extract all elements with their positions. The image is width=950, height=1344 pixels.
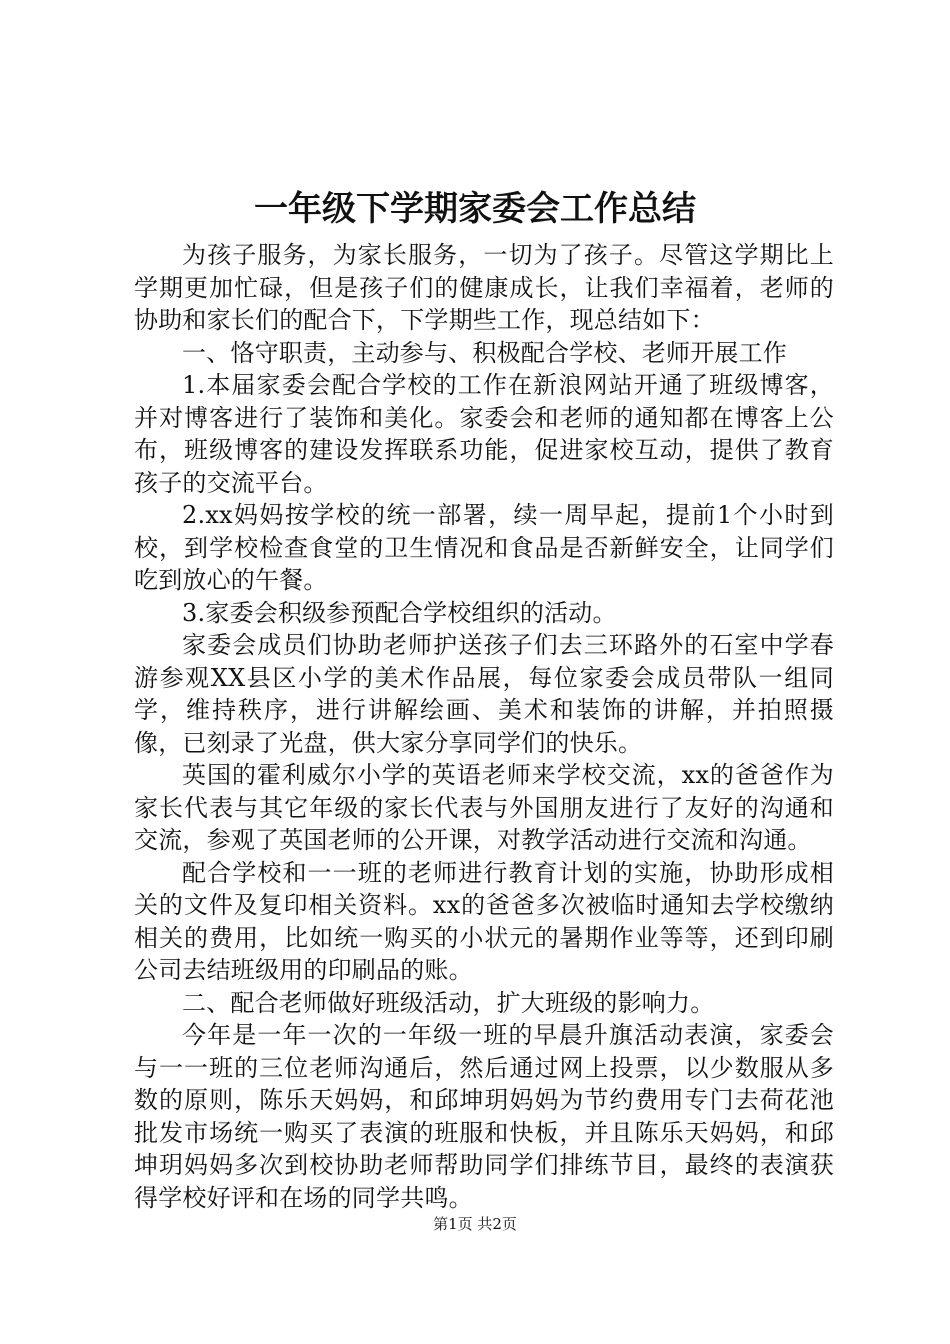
paragraph-spring-outing: 家委会成员们协助老师护送孩子们去三环路外的石室中学春游参观XX县区小学的美术作品展，每位家委会成员带队一组同学，维持秩序，进行讲解绘画、美术和装饰的讲解，并拍照摄像，已刻录了光盘，供大家分享同学们的快乐。 [134, 631, 834, 757]
paragraph-flag-ceremony: 今年是一年一次的一年级一班的早晨升旗活动表演，家委会与一一班的三位老师沟通后，然后通过网上投票，以少数服从多数的原则，陈乐天妈妈，和邱坤玥妈妈为节约费用专门去荷花池批发市场统一购买了表演的班服和快板，并且陈乐天妈妈，和邱坤玥妈妈多次到校协助老师帮助同学们排练节目，最终的表演获得学校好评和在场的同学共鸣。 [134, 1021, 834, 1212]
page-footer: 第1页 共2页 [433, 1215, 517, 1233]
paragraph-intro: 为孩子服务，为家长服务，一切为了孩子。尽管这学期比上学期更加忙碌，但是孩子们的健康成长，让我们幸福着，老师的协助和家长们的配合下，下学期些工作，现总结如下： [134, 241, 834, 334]
paragraph-item-1: 1.本届家委会配合学校的工作在新浪网站开通了班级博客，并对博客进行了装饰和美化。家委会和老师的通知都在博客上公布，班级博客的建设发挥联系功能，促进家校互动，提供了教育孩子的交流平台。 [134, 371, 834, 497]
paragraph-item-2: 2.xx妈妈按学校的统一部署，续一周早起，提前1个小时到校，到学校检查食堂的卫生情况和食品是否新鲜安全，让同学们吃到放心的午餐。 [134, 501, 834, 594]
document-body [134, 239, 834, 1214]
section-heading-1: 一、恪守职责，主动参与、积极配合学校、老师开展工作 [182, 338, 787, 367]
paragraph-english-exchange: 英国的霍利威尔小学的英语老师来学校交流，xx的爸爸作为家长代表与其它年级的家长代表与外国朋友进行了友好的沟通和交流，参观了英国老师的公开课，对教学活动进行交流和沟通。 [134, 761, 834, 854]
paragraph-item-3: 3.家委会积级参预配合学校组织的活动。 [182, 598, 617, 627]
section-heading-2: 二、配合老师做好班级活动，扩大班级的影响力。 [182, 988, 715, 1017]
document-title: 一年级下学期家委会工作总结 [254, 189, 696, 229]
paragraph-education-plan: 配合学校和一一班的老师进行教育计划的实施，协助形成相关的文件及复印相关资料。xx的爸爸多次被临时通知去学校缴纳相关的费用，比如统一购买的小状元的暑期作业等等，还到印刷公司去结班级用的印刷品的账。 [134, 858, 834, 984]
